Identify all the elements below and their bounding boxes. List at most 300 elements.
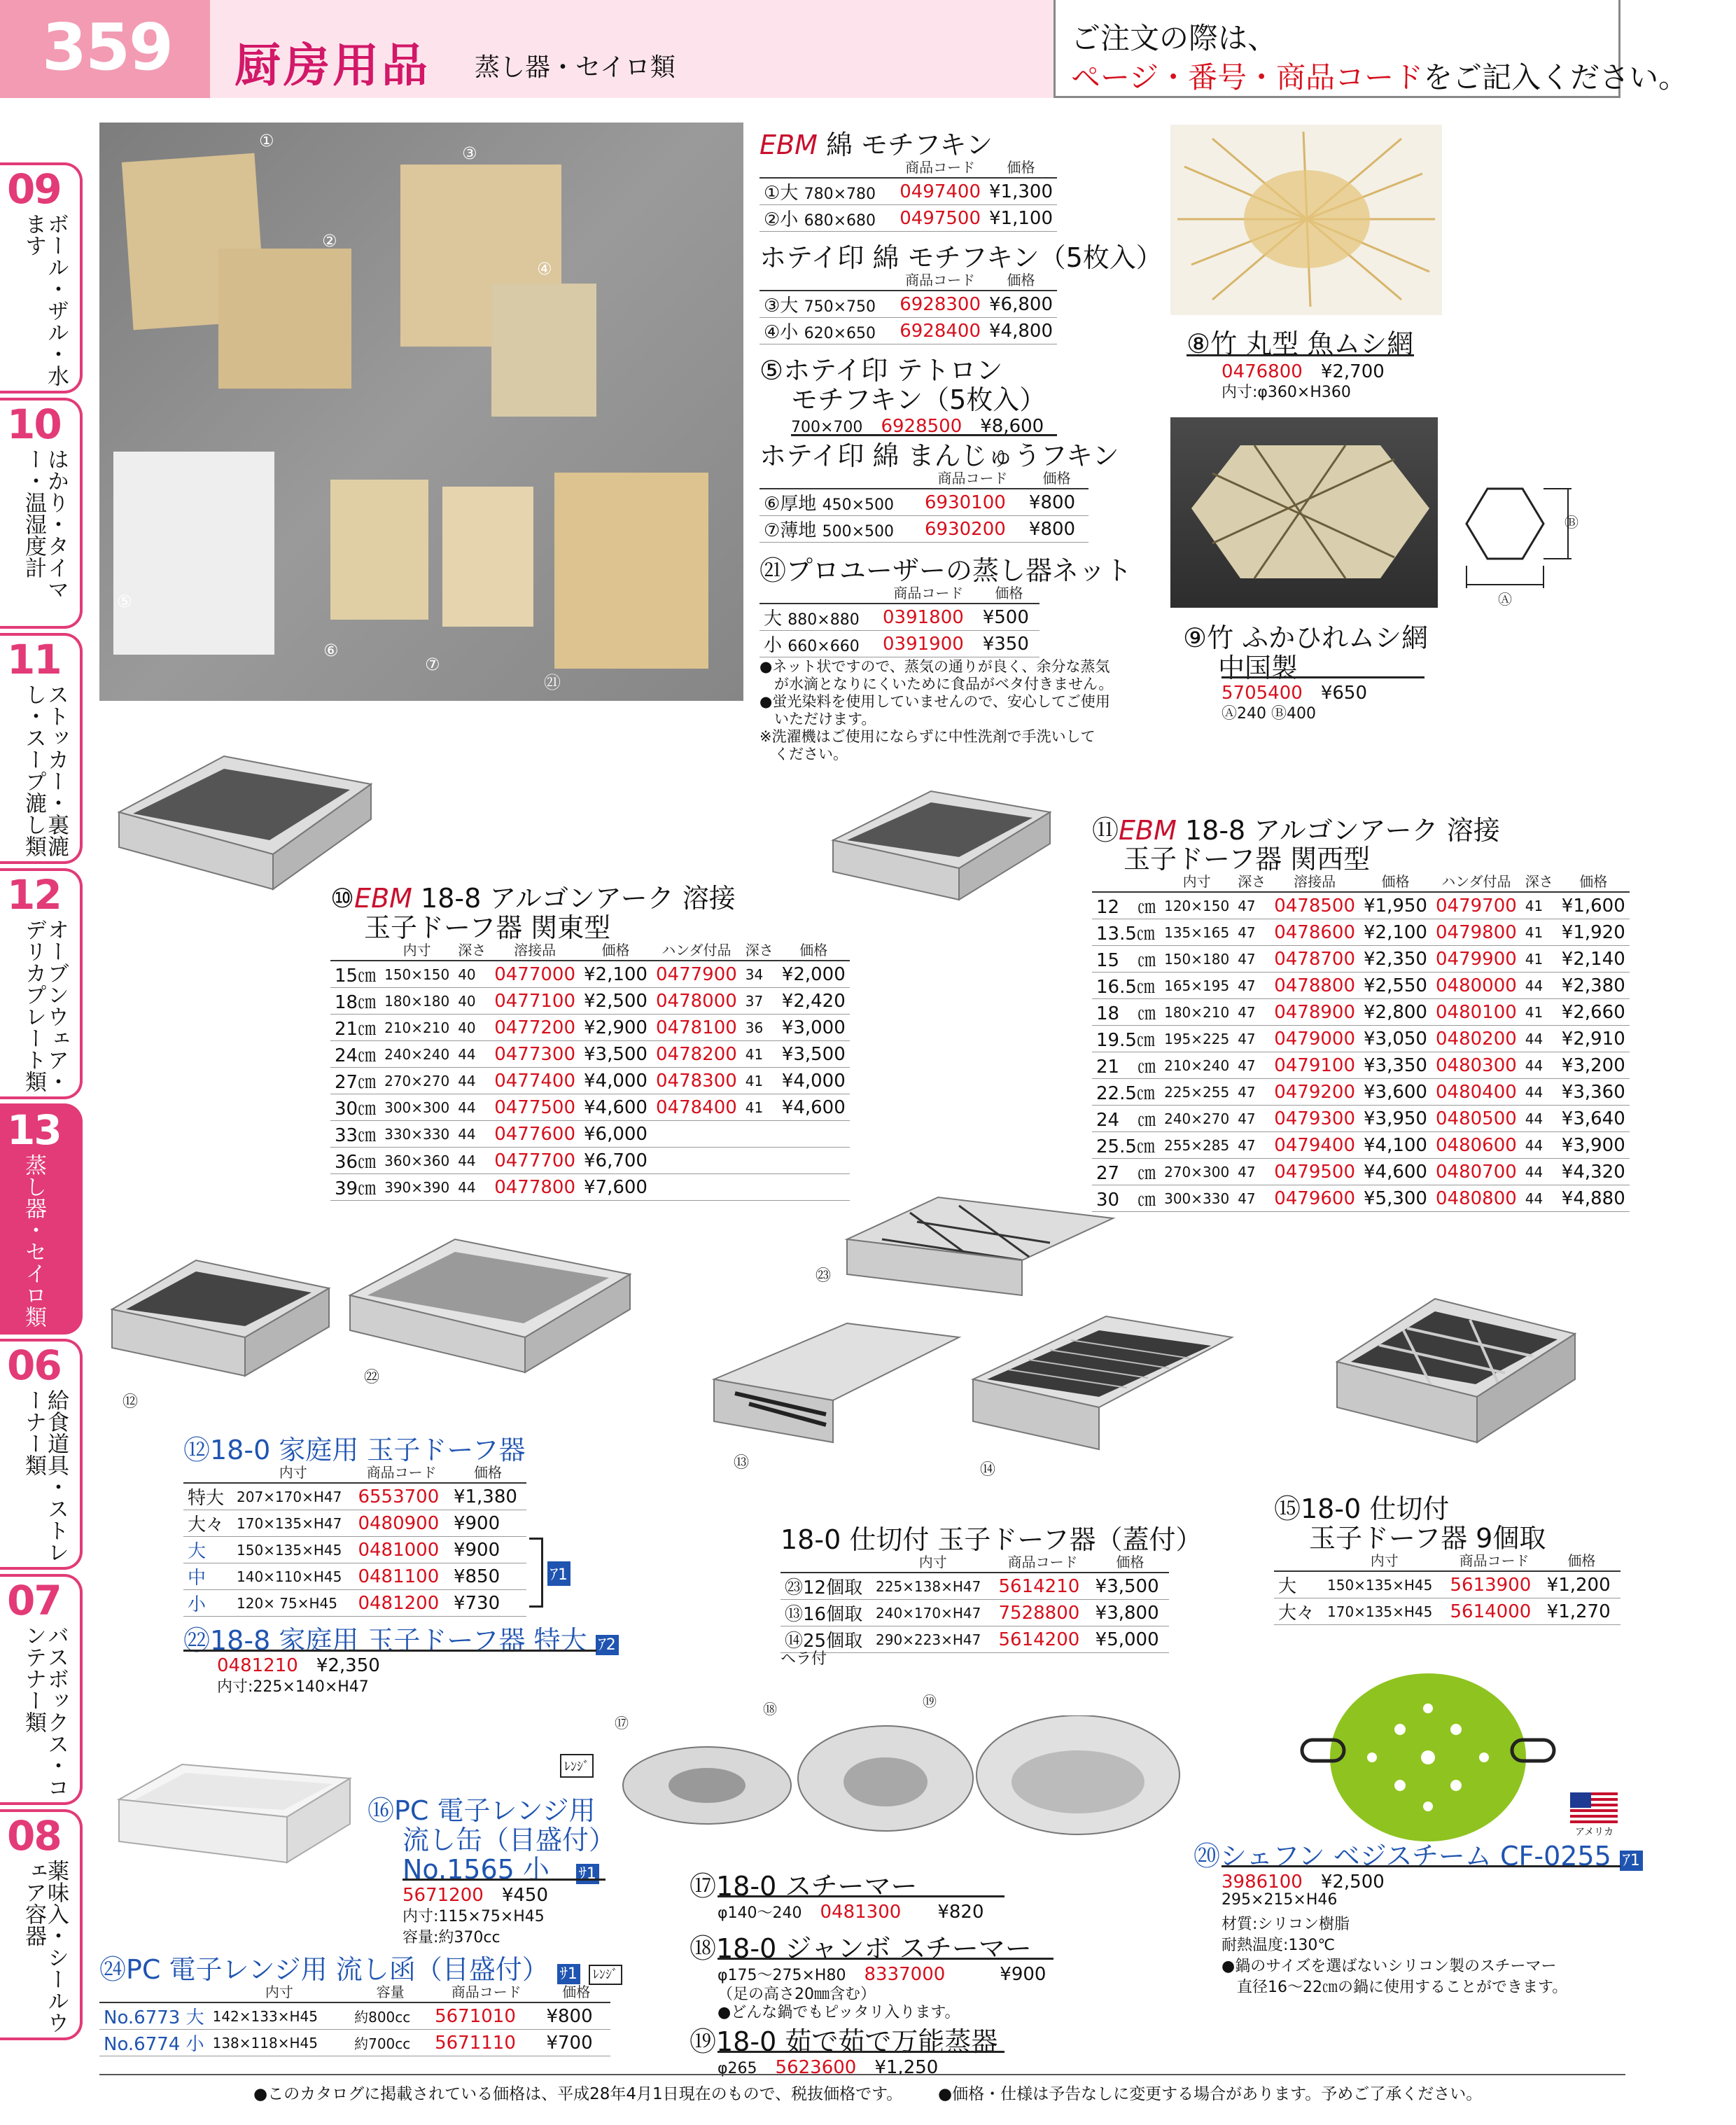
steel-tray-drawing bbox=[343, 1232, 637, 1386]
table-row bbox=[1092, 1185, 1630, 1212]
cloth-item bbox=[491, 284, 596, 417]
tab-number: 10 bbox=[7, 400, 61, 448]
availability-badge: ｱ2 bbox=[596, 1635, 619, 1655]
col-header: 内寸 bbox=[1160, 870, 1233, 892]
cell: 0480900 bbox=[354, 1510, 449, 1537]
order-note-emphasis: ページ・番号・商品コード bbox=[1071, 60, 1424, 95]
cell: ¥7,600 bbox=[580, 1174, 652, 1201]
cell bbox=[741, 1148, 778, 1174]
tab-label: オーブンウェア・デリカプレート類 bbox=[21, 919, 69, 1092]
tofu-mold-kanto-photo bbox=[105, 749, 385, 896]
availability-badge: ｻ1 bbox=[576, 1864, 599, 1884]
cell: ¥3,640 bbox=[1558, 1106, 1630, 1132]
tab-number: 08 bbox=[7, 1812, 61, 1860]
cell: ¥1,300 bbox=[985, 178, 1057, 205]
cell: 6930100 bbox=[920, 489, 1025, 516]
cell: 0479200 bbox=[1270, 1079, 1359, 1106]
cloth1-table bbox=[760, 155, 1057, 232]
cell: 135×165 bbox=[1160, 919, 1233, 946]
cell: 5671110 bbox=[430, 2030, 542, 2056]
cell: 40 bbox=[454, 961, 490, 988]
cell: 0391900 bbox=[878, 631, 979, 657]
cell bbox=[741, 1121, 778, 1148]
cell: 0480100 bbox=[1432, 999, 1521, 1026]
steamers-drawing bbox=[616, 1715, 1260, 1855]
cell: ¥800 bbox=[542, 2002, 610, 2030]
col-header bbox=[1274, 1549, 1323, 1571]
col-header: 価格 bbox=[778, 938, 850, 961]
cell: 0477000 bbox=[490, 961, 580, 988]
cloth6-table bbox=[760, 466, 1088, 543]
product-title: 綿 モチフキン bbox=[817, 130, 993, 160]
note-line: ●ネット状ですので、蒸気の通りが良く、余分な蒸気 bbox=[760, 658, 1110, 675]
item20-size: 295×215×H46 bbox=[1222, 1891, 1338, 1909]
sidebar-tab-07[interactable] bbox=[0, 1574, 83, 1805]
table-row bbox=[1092, 1026, 1630, 1052]
cell: 5614000 bbox=[1446, 1598, 1543, 1625]
cell: 0478300 bbox=[652, 1068, 741, 1094]
table-row bbox=[1092, 946, 1630, 973]
table-row bbox=[99, 2030, 610, 2056]
bamboo-round-net-drawing bbox=[1170, 125, 1442, 315]
table-row bbox=[330, 1041, 850, 1068]
item10-title2: 玉子ドーフ器 関東型 bbox=[364, 912, 611, 943]
cell: ⑦薄地 bbox=[764, 520, 817, 541]
item-number: ⑪ bbox=[1092, 815, 1119, 846]
cell: ¥700 bbox=[542, 2030, 610, 2056]
table-row bbox=[1092, 1079, 1630, 1106]
cell: 44 bbox=[454, 1068, 490, 1094]
table-row bbox=[330, 1094, 850, 1121]
cell: ¥3,350 bbox=[1359, 1052, 1432, 1079]
col-header: 価格 bbox=[580, 938, 652, 961]
cell: 0480800 bbox=[1432, 1185, 1521, 1212]
cell: 37 bbox=[741, 988, 778, 1015]
cell: 41 bbox=[1521, 892, 1558, 919]
cell: 450×500 bbox=[822, 496, 894, 514]
cell: 680×680 bbox=[804, 212, 876, 230]
cell: 47 bbox=[1233, 1159, 1270, 1185]
photo-label: ⑲ bbox=[923, 1693, 937, 1710]
item11-table bbox=[1092, 870, 1630, 1212]
table-row bbox=[183, 1563, 526, 1590]
cloth2-table bbox=[760, 268, 1057, 344]
tab-label: 薬味入・シールウェア容器 bbox=[21, 1860, 69, 2033]
cell: ¥3,500 bbox=[778, 1041, 850, 1068]
cell: ¥3,050 bbox=[1359, 1026, 1432, 1052]
bracket bbox=[529, 1538, 543, 1608]
cell: 0478500 bbox=[1270, 892, 1359, 919]
tab-label: バスボックス・コンテナー類 bbox=[21, 1624, 69, 1798]
table-row bbox=[760, 291, 1057, 318]
plastic-tray-drawing bbox=[105, 1750, 357, 1890]
item15-title1: ⑮18-0 仕切付 bbox=[1274, 1493, 1450, 1524]
col-header: ハンダ付品 bbox=[1432, 870, 1521, 892]
cell: ¥350 bbox=[979, 631, 1040, 657]
cell: ¥6,800 bbox=[985, 291, 1057, 318]
cell: 47 bbox=[1233, 1026, 1270, 1052]
cell: 44 bbox=[454, 1041, 490, 1068]
cell: 大 bbox=[764, 608, 783, 629]
cell: 12 ㎝ bbox=[1092, 892, 1160, 919]
steamers-photo bbox=[616, 1715, 1260, 1855]
tab-number: 11 bbox=[7, 636, 61, 683]
cell: 210×210 bbox=[380, 1015, 454, 1041]
cell: ㉓12個取 bbox=[780, 1573, 872, 1600]
price: ¥650 bbox=[1320, 683, 1367, 704]
cell: 18 ㎝ bbox=[1092, 999, 1160, 1026]
item15-title2: 玉子ドーフ器 9個取 bbox=[1309, 1523, 1546, 1554]
cell: ¥1,100 bbox=[985, 205, 1057, 232]
item24-table bbox=[99, 1980, 610, 2056]
item-number: ⑩ bbox=[330, 883, 355, 914]
product-code: 0481300 bbox=[820, 1902, 902, 1923]
sidebar-tab-08[interactable] bbox=[0, 1809, 83, 2040]
cell: 225×255 bbox=[1160, 1079, 1233, 1106]
product-code: 5623600 bbox=[775, 2057, 857, 2078]
col-header: 溶接品 bbox=[490, 938, 580, 961]
cell: 780×780 bbox=[804, 186, 876, 203]
col-header: 価格 bbox=[1359, 870, 1432, 892]
cell: 大々 bbox=[1274, 1598, 1323, 1625]
cell: ¥3,000 bbox=[778, 1015, 850, 1041]
item17-spec bbox=[718, 1897, 984, 1923]
item15-table bbox=[1274, 1549, 1620, 1625]
cell: 0480300 bbox=[1432, 1052, 1521, 1079]
product-title: 18-8 アルゴンアーク 溶接 bbox=[412, 883, 736, 914]
origin-label: アメリカ bbox=[1575, 1827, 1614, 1838]
cell: 41 bbox=[1521, 946, 1558, 973]
cell: 6928400 bbox=[895, 318, 985, 344]
partitioned-mold-16-photo bbox=[707, 1309, 966, 1456]
silicone-steamer-photo bbox=[1288, 1666, 1568, 1855]
page-title: 厨房用品 bbox=[234, 39, 430, 92]
cell: 44 bbox=[1521, 973, 1558, 999]
cell: 41 bbox=[741, 1041, 778, 1068]
net21-table bbox=[760, 581, 1040, 657]
cell: 小 bbox=[764, 635, 783, 656]
item9-spec bbox=[1222, 678, 1367, 704]
col-header: 価格 bbox=[1091, 1550, 1169, 1573]
cell: 33㎝ bbox=[330, 1121, 380, 1148]
cell: ¥800 bbox=[1025, 516, 1088, 543]
photo-label: ⑱ bbox=[763, 1701, 777, 1718]
cell: ③大 bbox=[764, 295, 799, 316]
cell: 15 ㎝ bbox=[1092, 946, 1160, 973]
cell: 36㎝ bbox=[330, 1148, 380, 1174]
cell: ¥900 bbox=[449, 1510, 526, 1537]
cell: 500×500 bbox=[822, 523, 894, 541]
table-row bbox=[760, 604, 1040, 631]
cell: 44 bbox=[1521, 1026, 1558, 1052]
cell: 7528800 bbox=[995, 1600, 1091, 1626]
cloth-label: ⑦ bbox=[425, 655, 440, 674]
item12-table bbox=[183, 1461, 526, 1617]
cell: 225×138×H47 bbox=[872, 1573, 995, 1600]
item8-spec bbox=[1222, 357, 1385, 383]
cell: ¥3,500 bbox=[1091, 1573, 1169, 1600]
cell: 41 bbox=[1521, 999, 1558, 1026]
cell: ¥500 bbox=[979, 604, 1040, 631]
cell: ¥5,000 bbox=[1091, 1626, 1169, 1653]
cell: 150×135×H45 bbox=[232, 1537, 354, 1563]
cell: 240×270 bbox=[1160, 1106, 1233, 1132]
table-row bbox=[330, 961, 850, 988]
table-row bbox=[1092, 1052, 1630, 1079]
cell: 330×330 bbox=[380, 1121, 454, 1148]
cell: 120× 75×H45 bbox=[232, 1590, 354, 1617]
product-title: ㉔PC 電子レンジ用 流し函（目盛付） bbox=[99, 1954, 549, 1985]
cell: ¥4,100 bbox=[1359, 1132, 1432, 1159]
hex-label-b: Ⓑ bbox=[1564, 514, 1578, 531]
table-row bbox=[1092, 1106, 1630, 1132]
cell: 140×110×H45 bbox=[232, 1563, 354, 1590]
cloth-label: ㉑ bbox=[544, 673, 561, 692]
cell: 5613900 bbox=[1446, 1571, 1543, 1598]
cell: ¥2,100 bbox=[1359, 919, 1432, 946]
cell: 207×170×H47 bbox=[232, 1483, 354, 1510]
table-row bbox=[1274, 1571, 1620, 1598]
note-line: が水滴となりにくいために食品がベタ付きません。 bbox=[760, 676, 1114, 692]
photo-label: ㉒ bbox=[364, 1369, 380, 1386]
cell: 165×195 bbox=[1160, 973, 1233, 999]
col-header: 価格 bbox=[1558, 870, 1630, 892]
cell: 6928300 bbox=[895, 291, 985, 318]
cloth5-title1: ⑤ホテイ印 テトロン bbox=[760, 355, 1003, 386]
note-line: ください。 bbox=[760, 746, 848, 762]
cell: 0480700 bbox=[1432, 1159, 1521, 1185]
item18-note1: （足の高さ20㎜含む） bbox=[718, 1986, 876, 2003]
sidebar-tab-12[interactable] bbox=[0, 868, 83, 1099]
photo-label: ⑫ bbox=[122, 1393, 139, 1411]
table-row bbox=[1092, 919, 1630, 946]
sidebar-tab-13-active[interactable] bbox=[0, 1103, 83, 1335]
item13-title: 18-0 仕切付 玉子ドーフ器（蓋付） bbox=[780, 1524, 1203, 1555]
cell: 0481200 bbox=[354, 1590, 449, 1617]
microwave-icon: ﾚﾝｼﾞ bbox=[560, 1754, 594, 1778]
product-code: 0481210 bbox=[217, 1655, 298, 1676]
footer-price-note: ●このカタログに掲載されている価格は、平成28年4月1日現在のもので、税抜価格です。 bbox=[253, 2085, 903, 2103]
usa-flag-icon bbox=[1570, 1792, 1618, 1823]
col-header: 商品コード bbox=[895, 155, 985, 178]
home-tofu-mold-photo bbox=[105, 1253, 336, 1393]
item8-title: ⑧竹 丸型 魚ムシ網 bbox=[1186, 328, 1414, 359]
table-row bbox=[760, 489, 1088, 516]
cell: 120×150 bbox=[1160, 892, 1233, 919]
cell: ¥6,700 bbox=[580, 1148, 652, 1174]
cell: 特大 bbox=[183, 1483, 232, 1510]
cell: 21㎝ bbox=[330, 1015, 380, 1041]
cell: 210×240 bbox=[1160, 1052, 1233, 1079]
table-row bbox=[1092, 1132, 1630, 1159]
item9-size: Ⓐ240 Ⓑ400 bbox=[1222, 705, 1316, 723]
cell: 0479600 bbox=[1270, 1185, 1359, 1212]
cell: ¥1,380 bbox=[449, 1483, 526, 1510]
size: 700×700 bbox=[791, 419, 863, 436]
cell: ¥2,100 bbox=[580, 961, 652, 988]
product-code: 8337000 bbox=[864, 1964, 946, 1985]
cloth-photo bbox=[99, 123, 743, 701]
note-line: ※洗濯機はご使用にならずに中性洗剤で手洗いして bbox=[760, 728, 1096, 745]
shark-fin-net-photo bbox=[1170, 417, 1438, 608]
cell: 6930200 bbox=[920, 516, 1025, 543]
cell: 36 bbox=[741, 1015, 778, 1041]
steel-tray-drawing bbox=[840, 1190, 1120, 1316]
cell: 0477700 bbox=[490, 1148, 580, 1174]
steel-tray-drawing bbox=[105, 749, 385, 896]
cell: ¥5,300 bbox=[1359, 1185, 1432, 1212]
col-header: 商品コード bbox=[878, 581, 979, 604]
cell: 170×135×H47 bbox=[232, 1510, 354, 1537]
sidebar-tab-09[interactable] bbox=[0, 162, 83, 393]
sidebar-tab-11[interactable] bbox=[0, 633, 83, 864]
item16-title1: ⑯PC 電子レンジ用 bbox=[368, 1795, 596, 1826]
item18-note2: ●どんな鍋でもピッタリ入ります。 bbox=[718, 2004, 960, 2021]
cell: 0478700 bbox=[1270, 946, 1359, 973]
table-row bbox=[760, 631, 1040, 657]
cell: ¥3,900 bbox=[1558, 1132, 1630, 1159]
table-row bbox=[330, 988, 850, 1015]
item11-title2: 玉子ドーフ器 関西型 bbox=[1124, 844, 1371, 875]
cell: 5671010 bbox=[430, 2002, 542, 2030]
cloth-label: ③ bbox=[462, 144, 477, 163]
cell: ¥2,350 bbox=[1359, 946, 1432, 973]
item10-table bbox=[330, 938, 850, 1201]
product-title: ㉒18-8 家庭用 玉子ドーフ器 特大 bbox=[183, 1625, 587, 1656]
cell: ¥4,320 bbox=[1558, 1159, 1630, 1185]
cell: 41 bbox=[1521, 919, 1558, 946]
cell: ¥6,000 bbox=[580, 1121, 652, 1148]
cell: 44 bbox=[454, 1174, 490, 1201]
col-header: 内寸 bbox=[232, 1461, 354, 1483]
col-header: 深さ bbox=[1233, 870, 1270, 892]
cell: ¥4,880 bbox=[1558, 1185, 1630, 1212]
cell: ¥1,920 bbox=[1558, 919, 1630, 946]
table-row bbox=[99, 2002, 610, 2030]
order-note-line2 bbox=[1071, 55, 1688, 97]
sidebar-tab-06[interactable] bbox=[0, 1339, 83, 1570]
cell: 270×270 bbox=[380, 1068, 454, 1094]
cloth-item bbox=[554, 473, 708, 669]
cell bbox=[778, 1174, 850, 1201]
cell: 44 bbox=[1521, 1079, 1558, 1106]
cell: ¥2,900 bbox=[580, 1015, 652, 1041]
item13-table bbox=[780, 1550, 1169, 1653]
cell: ¥900 bbox=[449, 1537, 526, 1563]
col-header bbox=[183, 1461, 232, 1483]
product-code: 5671200 bbox=[402, 1885, 484, 1906]
cell: 0478400 bbox=[652, 1094, 741, 1121]
cell: ¥2,500 bbox=[580, 988, 652, 1015]
col-header: 価格 bbox=[985, 155, 1057, 178]
cell: 27 ㎝ bbox=[1092, 1159, 1160, 1185]
cell: 0480600 bbox=[1432, 1132, 1521, 1159]
cell: 0480400 bbox=[1432, 1079, 1521, 1106]
cell: 47 bbox=[1233, 1052, 1270, 1079]
cell: 0480000 bbox=[1432, 973, 1521, 999]
item16-title2: 流し缶（目盛付） bbox=[402, 1825, 616, 1855]
cell: 44 bbox=[454, 1148, 490, 1174]
cell bbox=[652, 1174, 741, 1201]
cell: 0479100 bbox=[1270, 1052, 1359, 1079]
cell: ¥2,910 bbox=[1558, 1026, 1630, 1052]
cell: 0479900 bbox=[1432, 946, 1521, 973]
cell: 5614210 bbox=[995, 1573, 1091, 1600]
col-header: 内寸 bbox=[872, 1550, 995, 1573]
cell: ¥3,200 bbox=[1558, 1052, 1630, 1079]
cell: 25.5㎝ bbox=[1092, 1132, 1160, 1159]
tofu-mold-kansai-photo bbox=[826, 784, 1057, 907]
item8-size: 内寸:φ360×H360 bbox=[1222, 384, 1351, 401]
cell: 142×133×H45 bbox=[209, 2002, 351, 2030]
cell: 47 bbox=[1233, 973, 1270, 999]
sidebar-tab-10[interactable] bbox=[0, 398, 83, 629]
footer-rule bbox=[99, 2074, 1625, 2075]
table-row bbox=[1274, 1598, 1620, 1625]
product-code: 3986100 bbox=[1222, 1872, 1303, 1893]
cell: 150×135×H45 bbox=[1323, 1571, 1446, 1598]
cell: ¥800 bbox=[1025, 489, 1088, 516]
product-title: ⑳シェフン ベジスチーム CF-0255 bbox=[1194, 1841, 1611, 1872]
cell: 47 bbox=[1233, 892, 1270, 919]
cell: 47 bbox=[1233, 1106, 1270, 1132]
col-header bbox=[330, 938, 380, 961]
table-row bbox=[780, 1600, 1169, 1626]
tab-number: 07 bbox=[7, 1577, 61, 1624]
photo-label: ㉓ bbox=[816, 1267, 832, 1285]
cell: 255×285 bbox=[1160, 1132, 1233, 1159]
cell: ¥730 bbox=[449, 1590, 526, 1617]
cell: 44 bbox=[1521, 1052, 1558, 1079]
footer-change-note: ●価格・仕様は予告なしに変更する場合があります。予めご了承ください。 bbox=[938, 2085, 1483, 2103]
item9-title2: 中国製 bbox=[1218, 653, 1298, 683]
col-header: 商品コード bbox=[920, 466, 1025, 489]
cell: ¥4,800 bbox=[985, 318, 1057, 344]
cell bbox=[741, 1174, 778, 1201]
cell: ¥4,600 bbox=[1359, 1159, 1432, 1185]
cell: 150×150 bbox=[380, 961, 454, 988]
col-header: 深さ bbox=[741, 938, 778, 961]
table-row bbox=[780, 1626, 1169, 1653]
cell: 22.5㎝ bbox=[1092, 1079, 1160, 1106]
size: φ265 bbox=[718, 2060, 757, 2077]
col-header: 価格 bbox=[449, 1461, 526, 1483]
cell: 40 bbox=[454, 1015, 490, 1041]
col-header: 商品コード bbox=[430, 1980, 542, 2002]
item22-spec bbox=[217, 1651, 380, 1677]
col-header: 価格 bbox=[979, 581, 1040, 604]
col-header bbox=[780, 1550, 872, 1573]
cell: 660×660 bbox=[788, 638, 860, 655]
cell: 0477800 bbox=[490, 1174, 580, 1201]
cloth5-title2: モチフキン（5枚入） bbox=[791, 384, 1046, 415]
item17-title: ⑰18-0 スチーマー bbox=[690, 1871, 918, 1902]
cell: ¥2,800 bbox=[1359, 999, 1432, 1026]
cell: 44 bbox=[454, 1094, 490, 1121]
table-row bbox=[330, 1015, 850, 1041]
tab-number: 13 bbox=[7, 1106, 61, 1154]
cell: 240×240 bbox=[380, 1041, 454, 1068]
tab-label: 蒸し器・セイロ類 bbox=[21, 1154, 46, 1328]
steel-tray-drawing bbox=[707, 1309, 966, 1456]
cell: 0481100 bbox=[354, 1563, 449, 1590]
cell: 24㎝ bbox=[330, 1041, 380, 1068]
item12-title: ⑫18-0 家庭用 玉子ドーフ器 bbox=[183, 1435, 526, 1465]
cloth6-title: ホテイ印 綿 まんじゅうフキン bbox=[760, 440, 1119, 471]
cell: 0479500 bbox=[1270, 1159, 1359, 1185]
col-header: 価格 bbox=[1543, 1549, 1620, 1571]
cell: 0478600 bbox=[1270, 919, 1359, 946]
